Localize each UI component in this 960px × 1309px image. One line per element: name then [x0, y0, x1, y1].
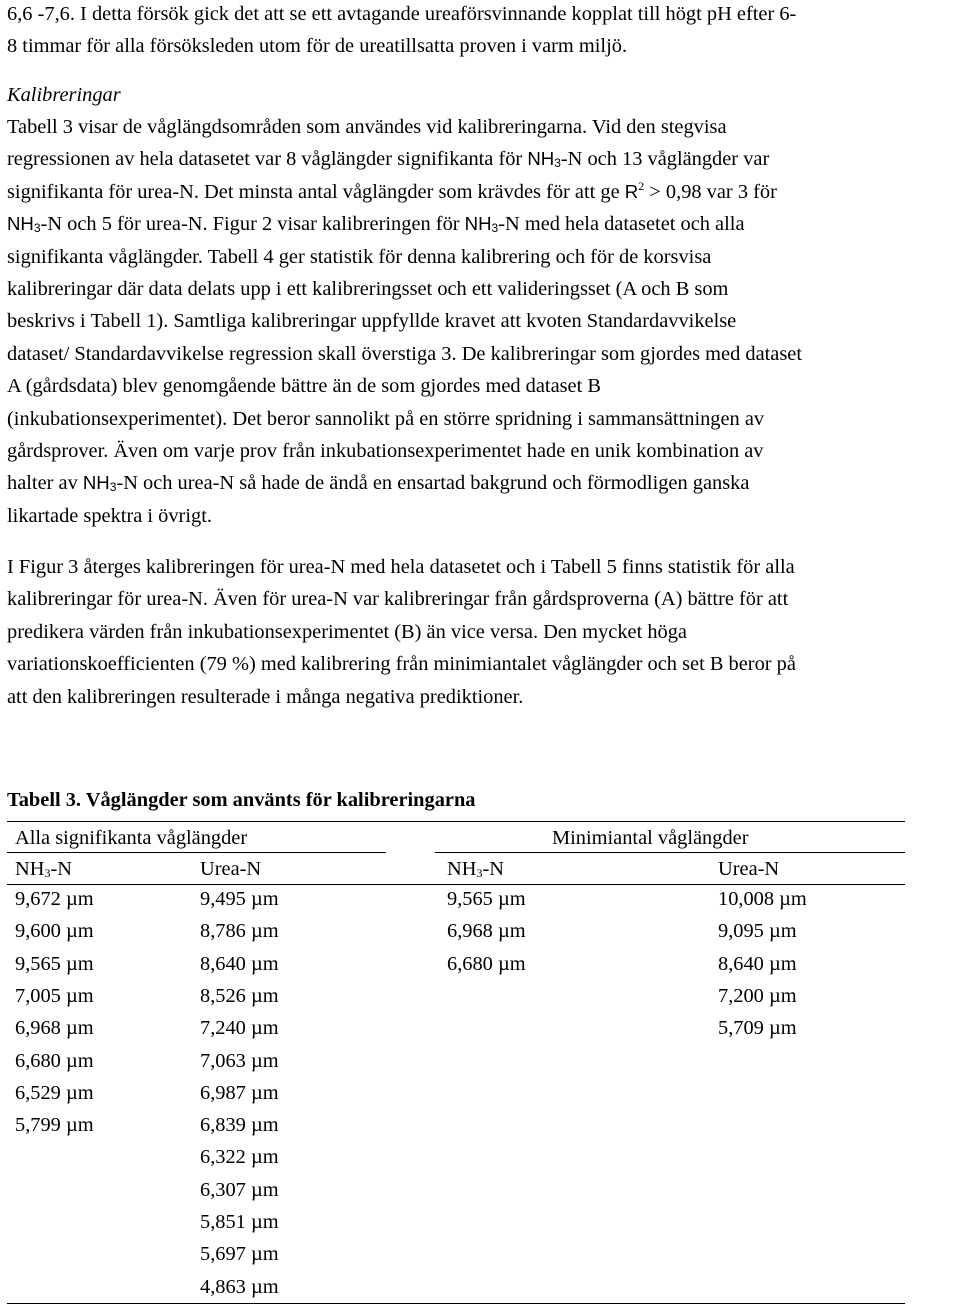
text: Det minsta antal våglängder som krävdes för att ge: [198, 180, 625, 203]
text: Tabell 4 ger statistik för denna kalibrering och för de korsvisa: [202, 245, 712, 268]
text: Figur 2 visar kalibreringen för: [207, 213, 465, 236]
paragraph-1-line-2: 8 timmar för alla försöksleden utom för de ureatillsatta proven i varm miljö.: [7, 35, 628, 58]
table-cell: 4,863 µm: [200, 1275, 279, 1298]
paragraph-3-line: predikera värden från inkubationsexperimentet (B) än vice versa. Den mycket höga: [7, 620, 687, 643]
paragraph-3-line: variationskoefficienten (79 %) med kalibrering från minimiantalet våglängder och set B beror på: [7, 653, 796, 676]
r-symbol: R: [624, 180, 639, 202]
paragraph-2-line: dataset/ Standardavvikelse regression skall överstiga 3. De kalibreringar som gjordes med dataset: [7, 342, 802, 365]
text: halter av: [7, 472, 83, 495]
column-header-nh3-min: [447, 853, 504, 885]
table-cell: 6,680 µm: [447, 952, 526, 975]
paragraph-2-line: [7, 111, 957, 143]
paragraph-2-line: (inkubationsexperimentet). Det beror sannolikt på en större spridning i sammansättningen av: [7, 407, 765, 430]
subscript: 3: [476, 866, 483, 880]
text: Tabell 3 visar de våglängdsområden som användes vid kalibreringarna.: [7, 116, 588, 138]
text: Vid den stegvisa: [587, 116, 727, 138]
table-cell: 7,063 µm: [200, 1049, 279, 1072]
column-header-urea-min: Urea-N: [718, 858, 780, 880]
paragraph-3-line: att den kalibreringen resulterade i många negativa prediktioner.: [7, 685, 524, 708]
paragraph-3-line: kalibreringar för urea-N. Även för urea-N var kalibreringar från gårdsproverna (A) bättre för att: [7, 588, 789, 611]
table-cell: 8,640 µm: [718, 952, 797, 975]
text: -N och urea-N så hade de ändå en ensartad bakgrund och förmodligen ganska: [116, 472, 750, 495]
table-cell: 6,680 µm: [15, 1049, 94, 1072]
paragraph-1: [7, 0, 957, 63]
table-cell: 6,968 µm: [15, 1017, 94, 1040]
group-header-all: Alla signifikanta våglängder: [15, 827, 248, 849]
text: -N och 13 våglängder var: [560, 148, 770, 171]
table-cell: 8,526 µm: [200, 984, 279, 1007]
chemical-formula: [465, 213, 499, 234]
paragraph-2-line: [7, 467, 957, 499]
text: NH: [527, 148, 555, 170]
group-header-min: Minimiantal våglängder: [552, 827, 749, 849]
subscript: 3: [33, 221, 41, 236]
paragraph-2-line: likartade spektra i övrigt.: [7, 504, 212, 527]
paragraph-2-line: beskrivs i Tabell 1). Samtliga kalibreringar uppfyllde kravet att kvoten Standardavvikelse: [7, 310, 737, 333]
chemical-formula: [527, 148, 561, 169]
table-cell: 8,786 µm: [200, 920, 279, 943]
text: signifikanta för urea-N.: [7, 180, 199, 203]
table-title: Tabell 3. Våglängder som använts för kalibreringarna: [7, 789, 476, 811]
table-bottom-rule: [7, 1303, 905, 1304]
table-cell: 7,240 µm: [200, 1017, 279, 1040]
paragraph-2-line: A (gårdsdata) blev genomgående bättre än de som gjordes med dataset B: [7, 375, 601, 398]
paragraph-2-line: kalibreringar där data delats upp i ett kalibreringsset och ett valideringsset (A och B som: [7, 278, 729, 301]
table-cell: 5,697 µm: [200, 1243, 279, 1266]
table-cell: 9,672 µm: [15, 888, 94, 910]
table-cell: 6,529 µm: [15, 1081, 94, 1104]
paragraph-2-line: [7, 208, 957, 240]
table-cell: 6,307 µm: [200, 1178, 279, 1201]
table-cell: 9,565 µm: [15, 952, 94, 975]
paragraph-2-line: [7, 143, 957, 175]
paragraph-2-line: gårdsprover. Även om varje prov från inkubationsexperimentet hade en unik kombination av: [7, 440, 764, 463]
text: -N: [50, 858, 72, 880]
text: regressionen av hela datasetet var 8 våglängder signifikanta för: [7, 148, 528, 171]
text: NH: [464, 213, 492, 235]
chemical-formula: [83, 472, 117, 493]
subscript: 3: [109, 480, 117, 495]
paragraph-3-line: I Figur 3 återges kalibreringen för urea-N med hela datasetet och i Tabell 5 finns statistik för alla: [7, 556, 795, 578]
text: > 0,98 var 3 för: [644, 180, 777, 203]
text: signifikanta våglängder.: [7, 245, 203, 268]
table-cell: 5,851 µm: [200, 1211, 279, 1233]
table-cell: 6,968 µm: [447, 920, 526, 943]
table-cell: 6,987 µm: [200, 1081, 279, 1104]
table-cell: 9,565 µm: [447, 888, 526, 910]
table-cell: 10,008 µm: [718, 888, 807, 910]
table-cell: 6,839 µm: [200, 1114, 279, 1137]
table-cell: 6,322 µm: [200, 1146, 279, 1169]
table-cell: 7,200 µm: [718, 984, 797, 1007]
subscript: 3: [491, 221, 499, 236]
table-cell: 9,095 µm: [718, 920, 797, 943]
text: NH: [447, 858, 477, 880]
table-cell: 5,799 µm: [15, 1114, 94, 1137]
section-heading: Kalibreringar: [7, 84, 121, 106]
text: -N: [482, 858, 504, 880]
paragraph-3: [7, 551, 957, 713]
subscript: 3: [44, 866, 51, 880]
paragraph-2-line: [7, 176, 957, 208]
paragraph-2-line: [7, 241, 957, 273]
column-header-urea: Urea-N: [200, 858, 262, 880]
subscript: 3: [554, 156, 561, 171]
column-header-nh3: [15, 853, 72, 885]
table-cell: 5,709 µm: [718, 1017, 797, 1040]
text: NH: [15, 858, 45, 880]
table-cell: 9,495 µm: [200, 888, 279, 910]
text: -N och 5 för urea-N.: [40, 213, 208, 236]
table-cell: 8,640 µm: [200, 952, 279, 975]
paragraph-2: [7, 111, 957, 532]
superscript: 2: [638, 178, 645, 193]
chemical-formula: [7, 213, 41, 234]
table-cell: 7,005 µm: [15, 984, 94, 1007]
text: NH: [82, 472, 110, 494]
text: NH: [7, 213, 34, 235]
table-cell: 9,600 µm: [15, 920, 94, 943]
paragraph-1-line-1: 6,6 -7,6. I detta försök gick det att se ett avtagande ureaförsvinnande kopplat till högt pH efter 6-: [7, 3, 797, 25]
text: -N med hela datasetet och alla: [498, 213, 745, 236]
